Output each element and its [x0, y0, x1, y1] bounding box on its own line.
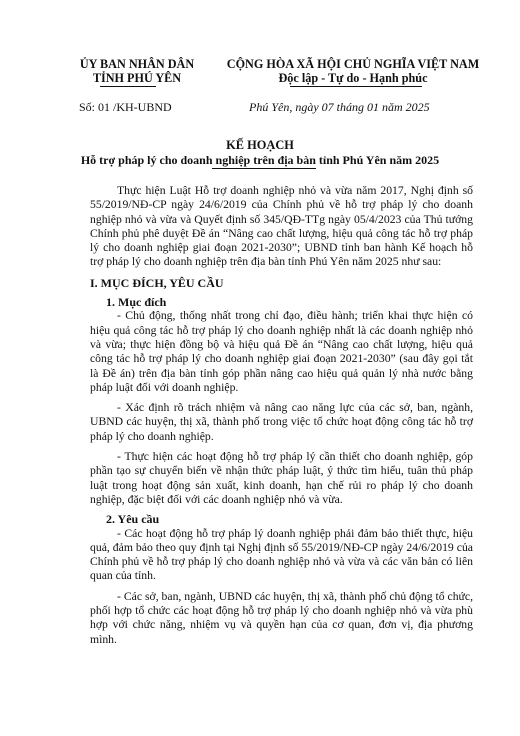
motto: Độc lập - Tự do - Hạnh phúc: [278, 71, 428, 85]
section-heading-1: I. MỤC ĐÍCH, YÊU CẦU: [90, 275, 224, 290]
authority-line-1: ỦY BAN NHÂN DÂN: [79, 57, 195, 71]
paragraph-requirements-1: - Các hoạt động hỗ trợ pháp lý doanh nghiệp phải đảm bảo thiết thực, hiệu quả, đảm bảo theo quy định tại Nghị định số 55/2019/NĐ-CP ngày 24/6/2019 của Chính phủ về hỗ trợ pháp lý cho doanh nghiệp nhỏ và vừa và các văn bản có liên quan của tỉnh.: [90, 526, 473, 583]
motto-underline: [290, 86, 422, 87]
document-number: Số: 01 /KH-UBND: [79, 100, 172, 114]
paragraph-purpose-2: - Xác định rõ trách nhiệm và nâng cao năng lực của các sở, ban, ngành, UBND các huyện, thị xã, thành phố trong việc tổ chức hoạt động công tác hỗ trợ pháp lý cho doanh nghiệp.: [90, 401, 473, 443]
title-underline: [212, 168, 316, 169]
authority-line-2: TỈNH PHÚ YÊN: [92, 71, 182, 85]
document-date: Phú Yên, ngày 07 tháng 01 năm 2025: [249, 100, 430, 114]
issuing-authority: [62, 57, 212, 85]
document-title: KẾ HOẠCH: [226, 138, 294, 152]
country-name: CỘNG HÒA XÃ HỘI CHỦ NGHĨA VIỆT NAM: [226, 57, 480, 71]
intro-paragraph: Thực hiện Luật Hỗ trợ doanh nghiệp nhỏ và vừa năm 2017, Nghị định số 55/2019/NĐ-CP ngày 24/6/2019 của Chính phủ về hỗ trợ pháp lý cho doanh nghiệp nhỏ và vừa và Quyết định số 345/QĐ-TTg ngày 05/4/2023 của Thủ tướng Chính phủ phê duyệt Đề án “Nâng cao chất lượng, hiệu quả công tác hỗ trợ pháp lý cho doanh nghiệp giai đoạn 2021-2030”; UBND tỉnh ban hành Kế hoạch hỗ trợ pháp lý cho doanh nghiệp trên địa bàn tỉnh Phú Yên năm 2025 như sau:: [90, 184, 473, 269]
national-motto: [222, 57, 484, 85]
document-body: [90, 184, 473, 647]
paragraph-requirements-2: - Các sở, ban, ngành, UBND các huyện, thị xã, thành phố chủ động tổ chức, phối hợp tổ chức các hoạt động hỗ trợ pháp lý cho doanh nghiệp nhỏ và vừa phù hợp với chức năng, nhiệm vụ và quyền hạn của cơ quan, đơn vị, địa phương mình.: [90, 589, 473, 646]
authority-underline: [100, 86, 156, 87]
paragraph-purpose-3: - Thực hiện các hoạt động hỗ trợ pháp lý cần thiết cho doanh nghiệp, góp phần tạo sự chuyển biến về nhận thức pháp luật, ý thức tìm hiểu, tuân thủ pháp luật trong hoạt động sản xuất, kinh doanh, hạn chế rủi ro pháp lý cho doanh nghiệp, đặc biệt đối với các doanh nghiệp nhỏ và vừa.: [90, 450, 473, 506]
document-subtitle: Hỗ trợ pháp lý cho doanh nghiệp trên địa bàn tỉnh Phú Yên năm 2025: [80, 153, 440, 167]
subsection-heading-purpose: 1. Mục đích: [106, 295, 167, 310]
subsection-heading-requirements: 2. Yêu cầu: [106, 512, 160, 527]
paragraph-purpose-1: - Chủ động, thống nhất trong chỉ đạo, điều hành; triển khai thực hiện có hiệu quả công tác hỗ trợ pháp lý cho doanh nghiệp nhất là các doanh nghiệp nhỏ và vừa; thực hiện đồng bộ và hiệu quả Đề án “Nâng cao chất lượng, hiệu quả công tác hỗ trợ pháp lý cho doanh nghiệp giai đoạn 2021-2030” (sau đây gọi tắt là Đề án) trên địa bàn tỉnh góp phần nâng cao hiệu quả quản lý nhà nước bằng pháp luật đối với doanh nghiệp.: [90, 309, 473, 394]
